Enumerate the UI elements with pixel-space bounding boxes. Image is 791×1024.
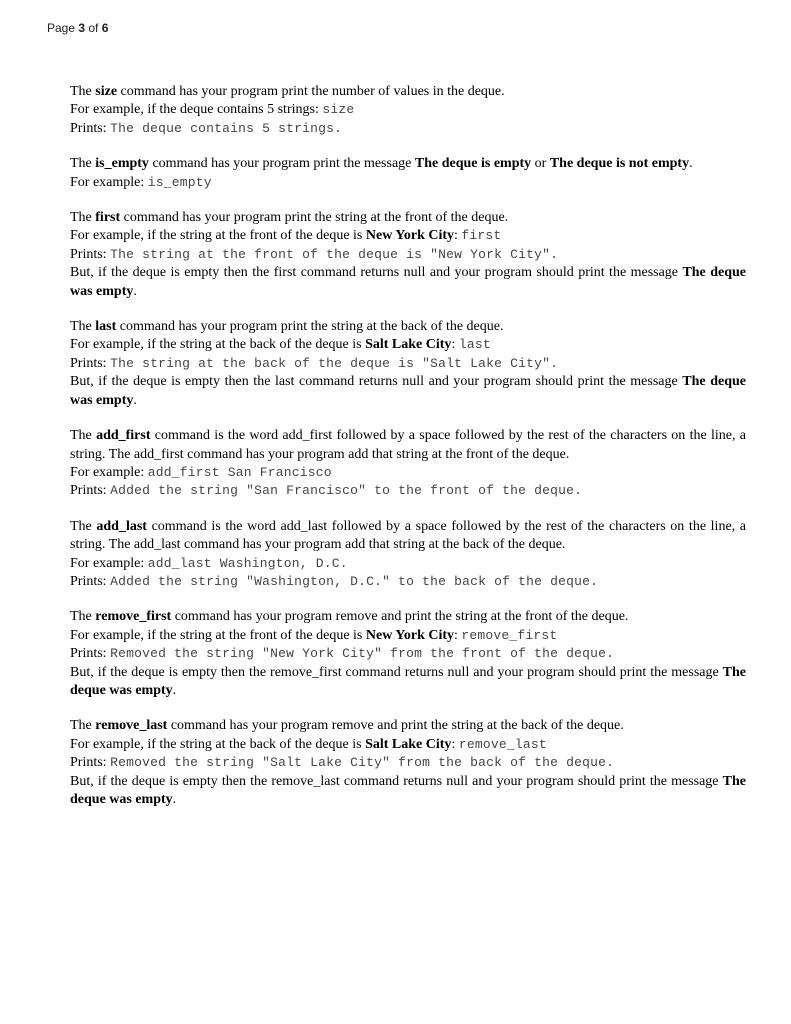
- last-example: For example, if the string at the back of the deque is Salt Lake City: last: [70, 337, 491, 353]
- last-empty-note: But, if the deque is empty then the last command returns null and your program should print the message The deque was empty.: [70, 374, 746, 408]
- section-remove-last: [70, 717, 746, 809]
- remove-first-prints: Prints: Removed the string "New York City" from the front of the deque.: [70, 646, 615, 662]
- remove-last-example: For example, if the string at the back of the deque is Salt Lake City: remove_last: [70, 736, 547, 752]
- first-empty-note: But, if the deque is empty then the first command returns null and your program should print the message The deque was empty.: [70, 265, 746, 299]
- size-example: For example, if the deque contains 5 strings: size: [70, 102, 355, 118]
- section-is-empty: [70, 155, 746, 192]
- remove-last-empty-note: But, if the deque is empty then the remove_last command returns null and your program should print the message The deque was empty.: [70, 773, 746, 807]
- size-prints: Prints: The deque contains 5 strings.: [70, 120, 343, 136]
- last-intro: The last command has your program print the string at the back of the deque.: [70, 319, 504, 335]
- section-last: [70, 318, 746, 410]
- first-prints: Prints: The string at the front of the deque is "New York City".: [70, 246, 559, 262]
- add-last-example: For example: add_last Washington, D.C.: [70, 555, 348, 571]
- section-first: [70, 209, 746, 301]
- remove-last-prints: Prints: Removed the string "Salt Lake City" from the back of the deque.: [70, 755, 615, 771]
- page-number: Page 3 of 6: [47, 21, 109, 35]
- remove-last-intro: The remove_last command has your program remove and print the string at the back of the deque.: [70, 718, 624, 734]
- add-last-intro: The add_last command is the word add_last followed by a space followed by the rest of the characters on the line, a string. The add_last command has your program add that string at the back of the deque.: [70, 518, 746, 553]
- first-example: For example, if the string at the front of the deque is New York City: first: [70, 228, 502, 244]
- add-first-prints: Prints: Added the string "San Francisco" to the front of the deque.: [70, 483, 583, 499]
- section-remove-first: [70, 608, 746, 700]
- section-add-last: [70, 518, 746, 592]
- add-first-intro: The add_first command is the word add_first followed by a space followed by the rest of the characters on the line, a string. The add_first command has your program add that string at the front of the deque.: [70, 428, 746, 462]
- add-last-prints: Prints: Added the string "Washington, D.C." to the back of the deque.: [70, 573, 599, 589]
- size-intro: The size command has your program print the number of values in the deque.: [70, 84, 505, 99]
- section-size: [70, 83, 746, 138]
- add-first-example: For example: add_first San Francisco: [70, 464, 332, 480]
- remove-first-intro: The remove_first command has your program remove and print the string at the front of the deque.: [70, 609, 629, 625]
- last-prints: Prints: The string at the back of the deque is "Salt Lake City".: [70, 355, 559, 371]
- remove-first-empty-note: But, if the deque is empty then the remove_first command returns null and your program should print the message The deque was empty.: [70, 664, 746, 698]
- first-intro: The first command has your program print the string at the front of the deque.: [70, 210, 509, 226]
- page-content: [70, 83, 746, 826]
- is-empty-example: For example: is_empty: [70, 174, 212, 190]
- section-add-first: [70, 427, 746, 501]
- remove-first-example: For example, if the string at the front of the deque is New York City: remove_first: [70, 627, 558, 643]
- is-empty-intro: The is_empty command has your program print the message The deque is empty or The deque is not empty.: [70, 156, 693, 172]
